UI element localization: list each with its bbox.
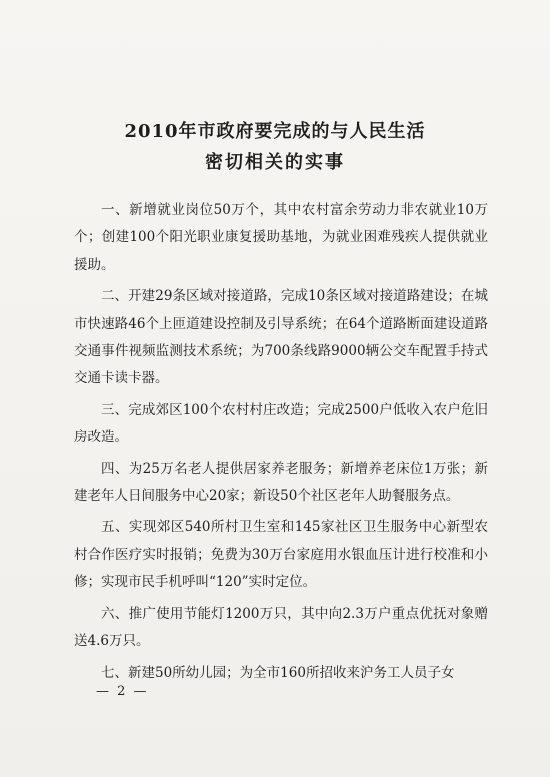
paragraph-5: 五、实现郊区540所村卫生室和145家社区卫生服务中心新型农村合作医疗实时报销；免费为30万台家庭用水银血压计进行校准和小修；实现市民手机呼叫“120”实时定位。 <box>74 519 488 591</box>
document-title-line1: 2010年市政府要完成的与人民生活 <box>124 121 426 142</box>
document-title-line2: 密切相关的实事 <box>205 152 345 173</box>
paragraph-7: 七、新建50所幼儿园；为全市160所招收来沪务工人员子女 <box>101 664 455 681</box>
paragraph-4: 四、为25万名老人提供居家养老服务；新增养老床位1万张；新建老年人日间服务中心20家；新设50个社区老年人助餐服务点。 <box>74 460 488 505</box>
document-body <box>74 197 488 691</box>
paragraph-1: 一、新增就业岗位50万个，其中农村富余劳动力非农就业10万个；创建100个阳光职业康复援助基地，为就业困难残疾人提供就业援助。 <box>74 202 488 273</box>
paragraph-2: 二、开建29条区域对接道路，完成10条区域对接道路建设；在城市快速路46个上匝道建设控制及引导系统；在64个道路断面建设道路交通事件视频监测技术系统；为700条线路9000辆公交车配置手持式交通卡读卡器。 <box>74 288 488 387</box>
paragraph-6: 六、推广使用节能灯1200万只，其中向2.3万户重点优抚对象赠送4.6万只。 <box>74 605 488 650</box>
paragraph-3: 三、完成郊区100个农村村庄改造；完成2500户低收入农户危旧房改造。 <box>74 401 488 446</box>
page-number: — 2 — <box>96 684 149 699</box>
